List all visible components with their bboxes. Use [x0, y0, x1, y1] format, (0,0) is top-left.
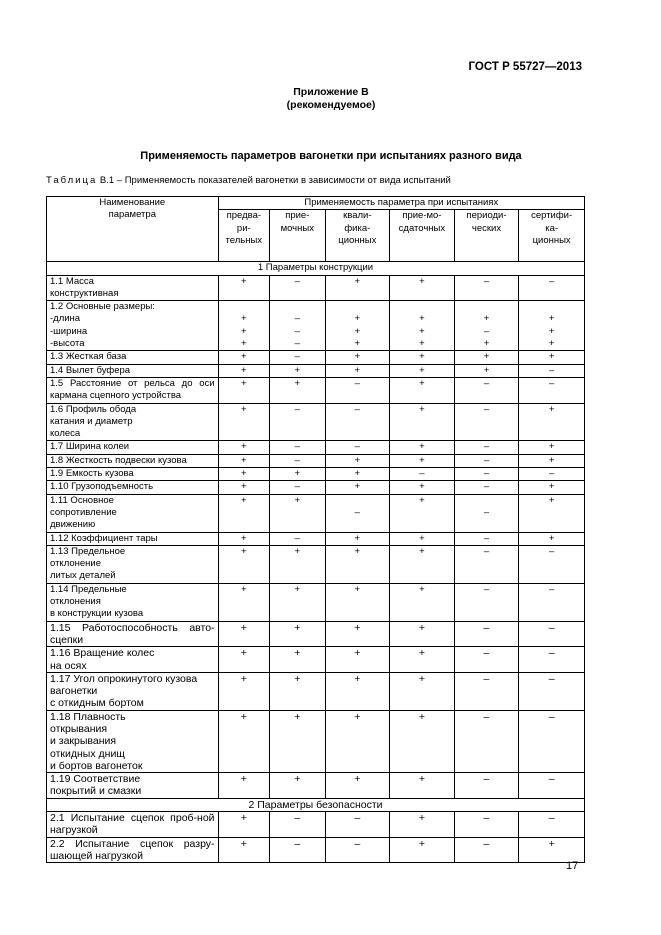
cell-value: – [454, 583, 519, 621]
cell-value: + [519, 532, 585, 545]
cell-value: + + + [218, 301, 269, 351]
cell-value: + [218, 494, 269, 532]
cell-value: – [454, 275, 519, 301]
cell-value: + [519, 494, 585, 532]
cell-value: + [390, 621, 455, 647]
row-label: 1.19 Соответствие покрытий и смазки [47, 773, 219, 799]
param-header: Наименование параметра [47, 197, 219, 262]
cell-value: + [519, 837, 585, 863]
table-row [47, 441, 585, 454]
col-header-5: сертифи- ка- ционных [519, 210, 585, 262]
cell-value: + [218, 403, 269, 441]
cell-value: + [325, 351, 390, 364]
cell-value: – [454, 545, 519, 583]
cell-value: – [454, 837, 519, 863]
cell-value: + [390, 377, 455, 403]
cell-value: – [454, 494, 519, 532]
cell-value: – [390, 468, 455, 481]
table-row [47, 672, 585, 710]
cell-value: + [218, 621, 269, 647]
cell-value: + [270, 647, 326, 673]
cell-value: + [325, 647, 390, 673]
row-label: 1.10 Грузоподъемность [47, 481, 219, 494]
row-label: 1.14 Предельные отклонения в конструкции кузова [47, 583, 219, 621]
cell-value: – [519, 468, 585, 481]
table-row [47, 454, 585, 467]
cell-value: – [270, 275, 326, 301]
cell-value: + [390, 773, 455, 799]
row-label: 1.9 Емкость кузова [47, 468, 219, 481]
cell-value: + [218, 672, 269, 710]
row-label: 1.5 Расстояние от рельса до оси кармана сцепного устройства [47, 377, 219, 403]
cell-value: + [270, 710, 326, 772]
table-row [47, 301, 585, 351]
cell-value: – [325, 812, 390, 838]
cell-value: – [270, 532, 326, 545]
cell-value: + [390, 364, 455, 377]
table-row [47, 621, 585, 647]
row-label: 1.11 Основное сопротивление движению [47, 494, 219, 532]
col-header-1: прие- мочных [270, 210, 326, 262]
table-row [47, 494, 585, 532]
section-heading-2: 2 Параметры безопасности [47, 798, 585, 811]
cell-value: – [454, 621, 519, 647]
table-row [47, 403, 585, 441]
cell-value: + [325, 710, 390, 772]
row-label: 1.12 Коэффициент тары [47, 532, 219, 545]
cell-value: – [325, 494, 390, 532]
cell-value: – [454, 377, 519, 403]
table-row [47, 351, 585, 364]
col-header-3: прие-мо- сдаточных [390, 210, 455, 262]
header-row [47, 197, 585, 210]
cell-value: + [325, 454, 390, 467]
cell-value: – [454, 773, 519, 799]
cell-value: – [270, 481, 326, 494]
cell-value: + [270, 377, 326, 403]
cell-value: + + + [325, 301, 390, 351]
cell-value: – [519, 377, 585, 403]
caption-prefix: Таблица [46, 175, 98, 186]
cell-value: – [519, 364, 585, 377]
cell-value: – [519, 647, 585, 673]
table-row [47, 647, 585, 673]
row-label: 1.13 Предельное отклонение литых деталей [47, 545, 219, 583]
table-caption [46, 175, 451, 186]
table-row [47, 532, 585, 545]
row-label: 1.1 Масса конструктивная [47, 275, 219, 301]
cell-value: – [454, 532, 519, 545]
cell-value: + [270, 494, 326, 532]
cell-value: + [519, 454, 585, 467]
cell-value: + [218, 275, 269, 301]
cell-value: + [218, 481, 269, 494]
cell-value: + [218, 710, 269, 772]
cell-value: + [390, 710, 455, 772]
cell-value: + [218, 583, 269, 621]
cell-value: + [270, 583, 326, 621]
row-label: 1.16 Вращение колес на осях [47, 647, 219, 673]
cell-value: + [325, 672, 390, 710]
cell-value: + [218, 441, 269, 454]
cell-value: + [390, 441, 455, 454]
cell-value: + [519, 481, 585, 494]
section-row [47, 798, 585, 811]
row-label: 1.8 Жесткость подвески кузова [47, 454, 219, 467]
group-header: Применяемость параметра при испытаниях [218, 197, 584, 210]
cell-value: – [519, 545, 585, 583]
cell-value: – [519, 672, 585, 710]
cell-value: – [454, 710, 519, 772]
cell-value: + [390, 454, 455, 467]
standard-code: ГОСТ Р 55727—2013 [468, 61, 582, 73]
cell-value: + [218, 364, 269, 377]
cell-value: – [270, 441, 326, 454]
cell-value: + [325, 621, 390, 647]
cell-value: + [270, 621, 326, 647]
cell-value: + [325, 364, 390, 377]
cell-value: – – – [270, 301, 326, 351]
cell-value: + [390, 494, 455, 532]
cell-value: + [325, 532, 390, 545]
cell-value: – [325, 441, 390, 454]
cell-value: + [218, 351, 269, 364]
col-header-4: периоди- ческих [454, 210, 519, 262]
cell-value: + [218, 545, 269, 583]
table-row [47, 364, 585, 377]
cell-value: + [519, 351, 585, 364]
cell-value: + [390, 532, 455, 545]
cell-value: + – + [454, 301, 519, 351]
cell-value: – [454, 441, 519, 454]
cell-value: + [270, 773, 326, 799]
table-row [47, 481, 585, 494]
cell-value: – [325, 403, 390, 441]
table-row [47, 773, 585, 799]
appendix-subtitle: (рекомендуемое) [286, 99, 376, 111]
cell-value: – [454, 403, 519, 441]
cell-value: + [218, 532, 269, 545]
cell-value: + [325, 545, 390, 583]
table-row [47, 545, 585, 583]
cell-value: + [270, 672, 326, 710]
cell-value: – [519, 621, 585, 647]
cell-value: + [218, 377, 269, 403]
cell-value: + [218, 837, 269, 863]
cell-value: + [390, 351, 455, 364]
cell-value: – [519, 773, 585, 799]
cell-value: – [270, 812, 326, 838]
cell-value: + [390, 481, 455, 494]
row-label: 1.18 Плавность открывания и закрывания откидных днищ и бортов вагонеток [47, 710, 219, 772]
table-row [47, 275, 585, 301]
cell-value: – [270, 351, 326, 364]
cell-value: + + + [519, 301, 585, 351]
cell-value: – [325, 837, 390, 863]
table-row [47, 583, 585, 621]
page-number: 17 [566, 860, 579, 872]
cell-value: + [270, 545, 326, 583]
cell-value: – [519, 710, 585, 772]
cell-value: + [454, 351, 519, 364]
appendix-heading [200, 86, 462, 112]
table-row [47, 837, 585, 863]
row-label: 1.6 Профиль обода катания и диаметр колеса [47, 403, 219, 441]
cell-value: + [270, 364, 326, 377]
cell-value: – [454, 468, 519, 481]
cell-value: – [454, 647, 519, 673]
cell-value: + [519, 441, 585, 454]
cell-value: – [454, 812, 519, 838]
applicability-table [46, 196, 585, 863]
cell-value: – [270, 403, 326, 441]
cell-value: + [454, 364, 519, 377]
cell-value: – [519, 812, 585, 838]
cell-value: + [325, 773, 390, 799]
cell-value: + [218, 773, 269, 799]
cell-value: + [218, 812, 269, 838]
caption-text: – Применяемость показателей вагонетки в зависимости от вида испытаний [114, 175, 451, 186]
section-title: Применяемость параметров вагонетки при испытаниях разного вида [140, 150, 522, 162]
cell-value: + [325, 583, 390, 621]
row-label: 1.4 Вылет буфера [47, 364, 219, 377]
row-label: 1.3 Жесткая база [47, 351, 219, 364]
row-label: 1.2 Основные размеры: -длина -ширина -высота [47, 301, 219, 351]
row-label: 2.1 Испытание сцепок проб-ной нагрузкой [47, 812, 219, 838]
table-row [47, 812, 585, 838]
cell-value: + [270, 468, 326, 481]
cell-value: – [454, 481, 519, 494]
cell-value: – [454, 672, 519, 710]
cell-value: + [390, 275, 455, 301]
section-heading-1: 1 Параметры конструкции [47, 262, 585, 275]
cell-value: + [390, 403, 455, 441]
row-label: 2.2 Испытание сцепок разру-шающей нагрузкой [47, 837, 219, 863]
cell-value: + [325, 275, 390, 301]
col-header-2: квали- фика- ционных [325, 210, 390, 262]
table-row [47, 468, 585, 481]
appendix-title: Приложение В [293, 86, 369, 98]
row-label: 1.15 Работоспособность авто-сцепки [47, 621, 219, 647]
cell-value: – [270, 837, 326, 863]
cell-value: – [270, 454, 326, 467]
cell-value: + [218, 647, 269, 673]
cell-value: + [325, 468, 390, 481]
cell-value: + [390, 672, 455, 710]
cell-value: + [218, 468, 269, 481]
caption-number: В.1 [99, 175, 115, 186]
cell-value: + + + [390, 301, 455, 351]
cell-value: – [519, 275, 585, 301]
row-label: 1.17 Угол опрокинутого кузова вагонетки с откидным бортом [47, 672, 219, 710]
col-header-0: предва- ри- тельных [218, 210, 269, 262]
cell-value: + [390, 837, 455, 863]
table-row [47, 710, 585, 772]
section-row [47, 262, 585, 275]
cell-value: + [218, 454, 269, 467]
row-label: 1.7 Ширина колеи [47, 441, 219, 454]
cell-value: + [325, 481, 390, 494]
table-row [47, 377, 585, 403]
cell-value: + [390, 812, 455, 838]
cell-value: + [390, 583, 455, 621]
cell-value: + [390, 545, 455, 583]
cell-value: – [325, 377, 390, 403]
cell-value: – [519, 583, 585, 621]
cell-value: + [519, 403, 585, 441]
cell-value: + [390, 647, 455, 673]
cell-value: – [454, 454, 519, 467]
